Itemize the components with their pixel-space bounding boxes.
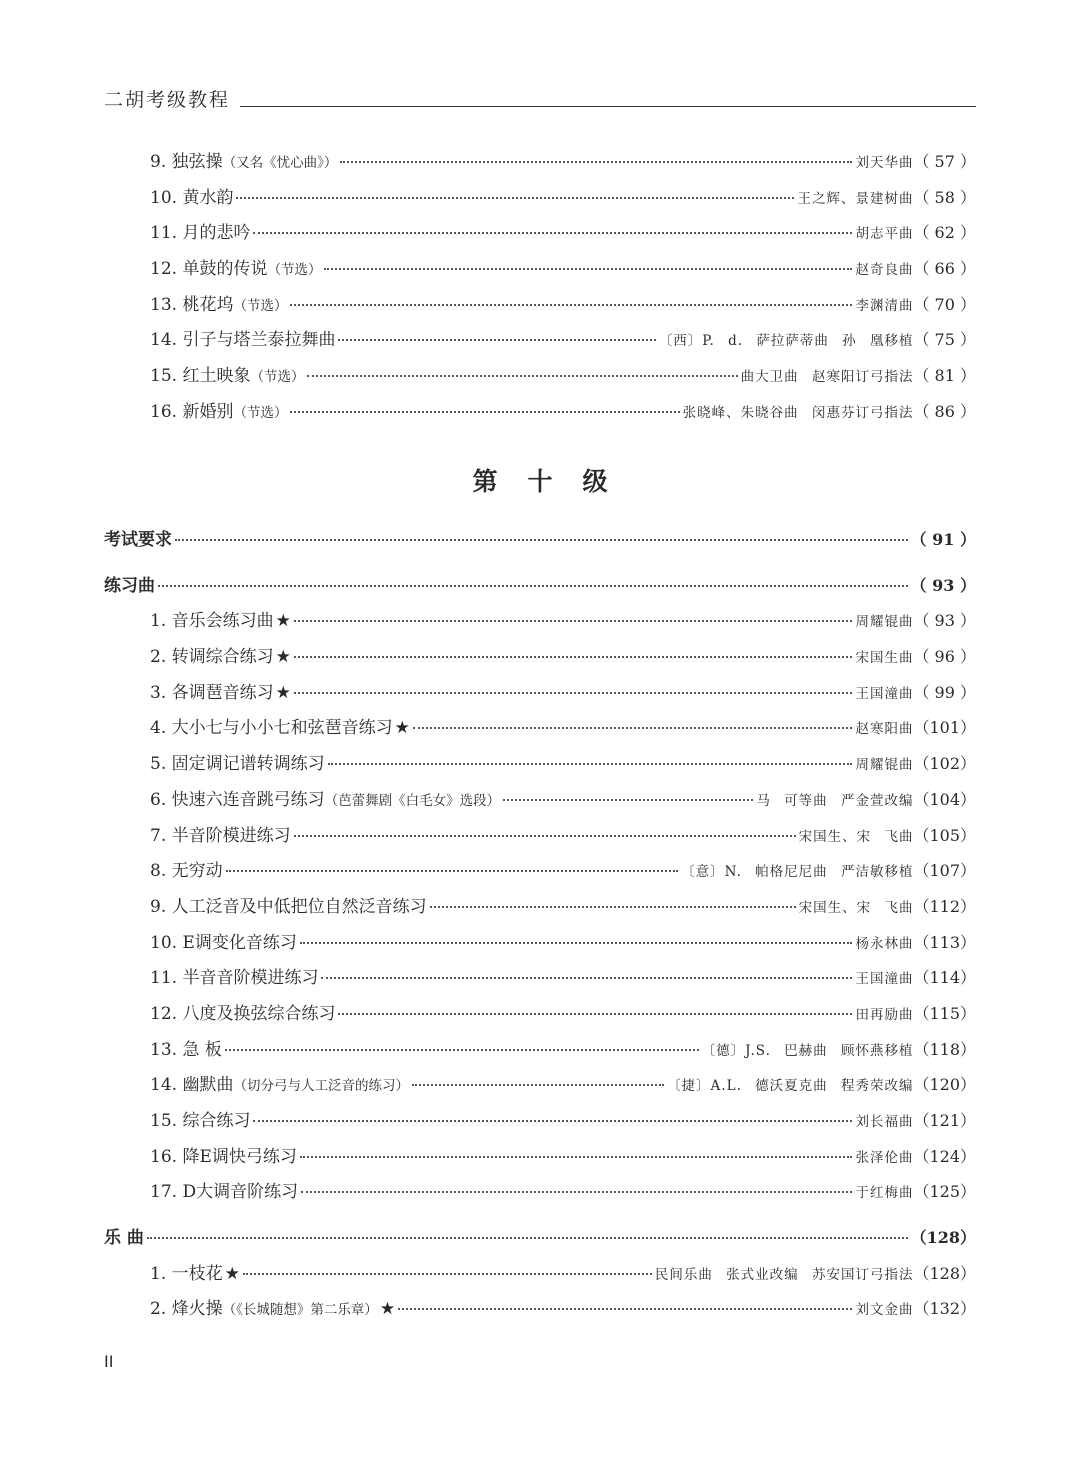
dot-leader <box>338 1012 852 1015</box>
entry-credit: 宋国生曲 <box>855 650 914 667</box>
toc-entry[interactable] <box>104 960 976 996</box>
dot-leader <box>307 374 737 377</box>
toc-entry[interactable] <box>104 889 976 925</box>
star-icon: ★ <box>275 682 291 703</box>
page-number: （102） <box>913 754 976 774</box>
entry-title: 10. 黄水韵 <box>150 187 234 208</box>
entry-credit: 民间乐曲 张式业改编 苏安国订弓指法 <box>654 1266 914 1283</box>
page-number: （105） <box>913 825 976 845</box>
dot-leader <box>294 619 853 622</box>
dot-leader <box>340 160 852 163</box>
toc-entry[interactable] <box>104 782 976 818</box>
toc-entry[interactable] <box>104 180 976 216</box>
entry-credit: 刘天华曲 <box>855 155 914 171</box>
toc-section-exam-requirements[interactable] <box>104 522 976 558</box>
entry-credit: 王之辉、景建树曲 <box>797 190 914 207</box>
dot-leader <box>328 762 853 765</box>
entry-credit: 张泽伦曲 <box>855 1149 914 1166</box>
entry-title: 15. 红土映象 <box>150 366 251 387</box>
toc-entry[interactable] <box>104 215 976 251</box>
star-icon: ★ <box>275 647 291 668</box>
entry-title: 9. 独弦操 <box>150 152 223 172</box>
section-title: 练习曲 <box>104 575 155 596</box>
entry-title: 16. 降E调快弓练习 <box>150 1146 297 1167</box>
entry-credit: 马 可等曲 严金萱改编 <box>756 792 914 809</box>
page-number: （112） <box>913 896 976 916</box>
entry-credit: 曲大卫曲 赵寒阳订弓指法 <box>740 369 914 386</box>
dot-leader <box>290 303 852 306</box>
dot-leader <box>175 538 908 541</box>
page-number: （107） <box>913 861 976 881</box>
entry-credit: 宋国生、宋 飞曲 <box>798 828 914 845</box>
entry-credit: 赵寒阳曲 <box>855 721 914 738</box>
entry-credit: 王国潼曲 <box>855 685 914 702</box>
toc-entry[interactable] <box>104 996 976 1032</box>
entry-credit: 宋国生、宋 飞曲 <box>798 899 914 916</box>
dot-leader <box>503 798 753 801</box>
page-number: （124） <box>913 1146 976 1166</box>
entry-title: 16. 新婚别 <box>150 401 234 422</box>
page-number: （ 70 ） <box>913 294 976 314</box>
star-icon: ★ <box>275 611 291 632</box>
section-title: 考试要求 <box>104 530 172 550</box>
page-number: （121） <box>913 1111 976 1130</box>
entry-title: 8. 无穷动 <box>150 861 223 882</box>
page-number: （ 81 ） <box>913 366 976 386</box>
dot-leader <box>398 1307 852 1310</box>
entry-title: 14. 幽默曲 <box>150 1075 234 1096</box>
toc-entry[interactable] <box>104 853 976 889</box>
etudes-list <box>104 603 976 1210</box>
pieces-list <box>104 1256 976 1327</box>
entry-note: （切分弓与人工泛音的练习） <box>233 1078 409 1095</box>
entry-note: （芭蕾舞剧《白毛女》选段） <box>324 792 501 809</box>
entry-title: 7. 半音阶模进练习 <box>150 825 291 846</box>
entry-note: （节选） <box>267 262 322 279</box>
entry-credit: 〔意〕N. 帕格尼尼曲 严洁敏移植 <box>681 864 914 881</box>
entry-note: （节选） <box>233 297 288 314</box>
entry-title: 1. 音乐会练习曲 <box>150 611 274 632</box>
entry-title: 4. 大小七与小小七和弦琶音练习 <box>150 718 393 739</box>
dot-leader <box>294 834 796 837</box>
entry-credit: 刘文金曲 <box>855 1302 914 1319</box>
toc-entry[interactable] <box>104 639 976 675</box>
toc-entry[interactable] <box>104 144 976 180</box>
dot-leader <box>253 1119 852 1122</box>
page-number: （113） <box>913 932 976 952</box>
entry-credit: 赵奇良曲 <box>855 262 914 279</box>
page-number: （ 99 ） <box>913 682 976 702</box>
entry-title: 3. 各调琶音练习 <box>150 682 274 703</box>
dot-leader <box>321 976 852 979</box>
entry-title: 10. E调变化音练习 <box>150 932 297 953</box>
toc-entry[interactable] <box>104 1032 976 1068</box>
dot-leader <box>243 1272 652 1275</box>
dot-leader <box>324 267 852 270</box>
entry-credit: 刘长福曲 <box>855 1114 914 1130</box>
page-number: （132） <box>913 1299 976 1319</box>
entry-note: （节选） <box>233 404 288 421</box>
dot-leader <box>412 1083 664 1086</box>
page-number: （ 58 ） <box>913 187 976 207</box>
toc-entry[interactable] <box>104 1256 976 1292</box>
dot-leader <box>300 1155 853 1158</box>
page-number: （ 57 ） <box>913 152 976 171</box>
dot-leader <box>147 1236 908 1239</box>
page-number: （125） <box>913 1182 976 1202</box>
entry-note: （节选） <box>250 369 305 386</box>
entry-title: 13. 急 板 <box>150 1039 222 1060</box>
page-number: （ 86 ） <box>913 401 976 421</box>
entry-title: 5. 固定调记谱转调练习 <box>150 754 325 775</box>
toc-entry[interactable] <box>104 710 976 746</box>
toc-entry[interactable] <box>104 925 976 961</box>
dot-leader <box>294 691 853 694</box>
entry-credit: 王国潼曲 <box>855 971 914 988</box>
toc-entry[interactable] <box>104 322 976 358</box>
toc-section-etudes[interactable] <box>104 568 976 604</box>
toc-entry[interactable] <box>104 603 976 639</box>
dot-leader <box>294 655 853 658</box>
toc-entry[interactable] <box>104 1067 976 1103</box>
entry-credit: 张晓峰、朱晓谷曲 闵惠芬订弓指法 <box>682 404 914 421</box>
toc-entry[interactable] <box>104 1139 976 1175</box>
dot-leader <box>236 196 794 199</box>
toc-entry[interactable] <box>104 1103 976 1139</box>
entry-title: 6. 快速六连音跳弓练习 <box>150 789 325 810</box>
toc-entry[interactable] <box>104 746 976 782</box>
star-icon: ★ <box>394 718 410 739</box>
dot-leader <box>301 1190 852 1193</box>
page-footer-number: II <box>104 1352 114 1371</box>
page-number: （101） <box>913 718 976 738</box>
page-number: （115） <box>913 1003 976 1023</box>
page-number: （ 93 ） <box>910 575 976 595</box>
entry-credit: 于红梅曲 <box>855 1185 914 1202</box>
page-number: （120） <box>913 1075 976 1095</box>
entry-title: 11. 半音音阶模进练习 <box>150 968 319 989</box>
dot-leader <box>158 584 908 587</box>
dot-leader <box>430 905 796 908</box>
entry-note: （《长城随想》第二乐章） <box>222 1302 378 1319</box>
header-rule <box>240 106 976 107</box>
entry-credit: 胡志平曲 <box>855 226 914 243</box>
section-title: 乐 曲 <box>104 1228 144 1249</box>
dot-leader <box>413 726 853 729</box>
entry-credit: 〔德〕J.S. 巴赫曲 顾怀燕移植 <box>701 1042 914 1059</box>
entry-note: （又名《忧心曲》） <box>222 155 338 171</box>
toc-entry[interactable] <box>104 1174 976 1210</box>
page-number: （ 93 ） <box>913 611 976 631</box>
entry-credit: 〔西〕P. d. 萨拉萨蒂曲 孙 凰移植 <box>658 333 914 350</box>
entry-credit: 杨永林曲 <box>855 935 914 952</box>
star-icon: ★ <box>379 1299 396 1320</box>
dot-leader <box>290 410 679 413</box>
entry-title: 2. 烽火操 <box>150 1299 223 1320</box>
toc-level-10 <box>104 522 976 1327</box>
entry-title: 14. 引子与塔兰泰拉舞曲 <box>150 330 336 351</box>
toc-entry[interactable] <box>104 358 976 394</box>
page-number: （ 75 ） <box>913 330 976 350</box>
page-number: （ 62 ） <box>913 223 976 243</box>
page-number: （ 96 ） <box>913 647 976 667</box>
page-number: （114） <box>913 968 976 988</box>
page-number: （ 66 ） <box>913 259 976 279</box>
dot-leader <box>226 869 679 872</box>
page-number: （ 91 ） <box>910 530 976 549</box>
entry-title: 12. 八度及换弦综合练习 <box>150 1003 336 1024</box>
toc-level-9-continued <box>104 144 976 430</box>
entry-title: 12. 单鼓的传说 <box>150 259 268 280</box>
running-header <box>104 86 976 110</box>
toc-entry[interactable] <box>104 394 976 430</box>
toc-entry[interactable] <box>104 675 976 711</box>
dot-leader <box>300 941 853 944</box>
page-number: （104） <box>913 789 976 809</box>
level-title: 第十级 <box>472 467 638 496</box>
entry-title: 13. 桃花坞 <box>150 294 234 315</box>
entry-credit: 〔捷〕A.L. 德沃夏克曲 程秀荣改编 <box>667 1078 914 1095</box>
page-number: （128） <box>910 1228 976 1248</box>
entry-title: 1. 一枝花 <box>150 1263 223 1284</box>
toc-section-pieces[interactable] <box>104 1220 976 1256</box>
page-number: （128） <box>913 1263 976 1283</box>
entry-credit: 周耀锟曲 <box>855 757 914 774</box>
toc-entry[interactable] <box>104 818 976 854</box>
book-title: 二胡考级教程 <box>104 89 231 111</box>
entry-credit: 周耀锟曲 <box>855 614 914 631</box>
dot-leader <box>253 231 852 234</box>
entry-title: 9. 人工泛音及中低把位自然泛音练习 <box>150 896 427 917</box>
dot-leader <box>225 1048 699 1051</box>
toc-entry[interactable] <box>104 1291 976 1327</box>
toc-entry[interactable] <box>104 287 976 323</box>
page-number: （118） <box>913 1039 976 1059</box>
dot-leader <box>338 338 655 341</box>
entry-title: 2. 转调综合练习 <box>150 647 274 668</box>
toc-entry[interactable] <box>104 251 976 287</box>
entry-credit: 田再励曲 <box>855 1006 914 1023</box>
entry-title: 15. 综合练习 <box>150 1111 251 1131</box>
entry-title: 11. 月的悲吟 <box>150 223 251 244</box>
star-icon: ★ <box>224 1263 240 1284</box>
entry-credit: 李渊清曲 <box>855 297 914 314</box>
entry-title: 17. D大调音阶练习 <box>150 1182 299 1203</box>
